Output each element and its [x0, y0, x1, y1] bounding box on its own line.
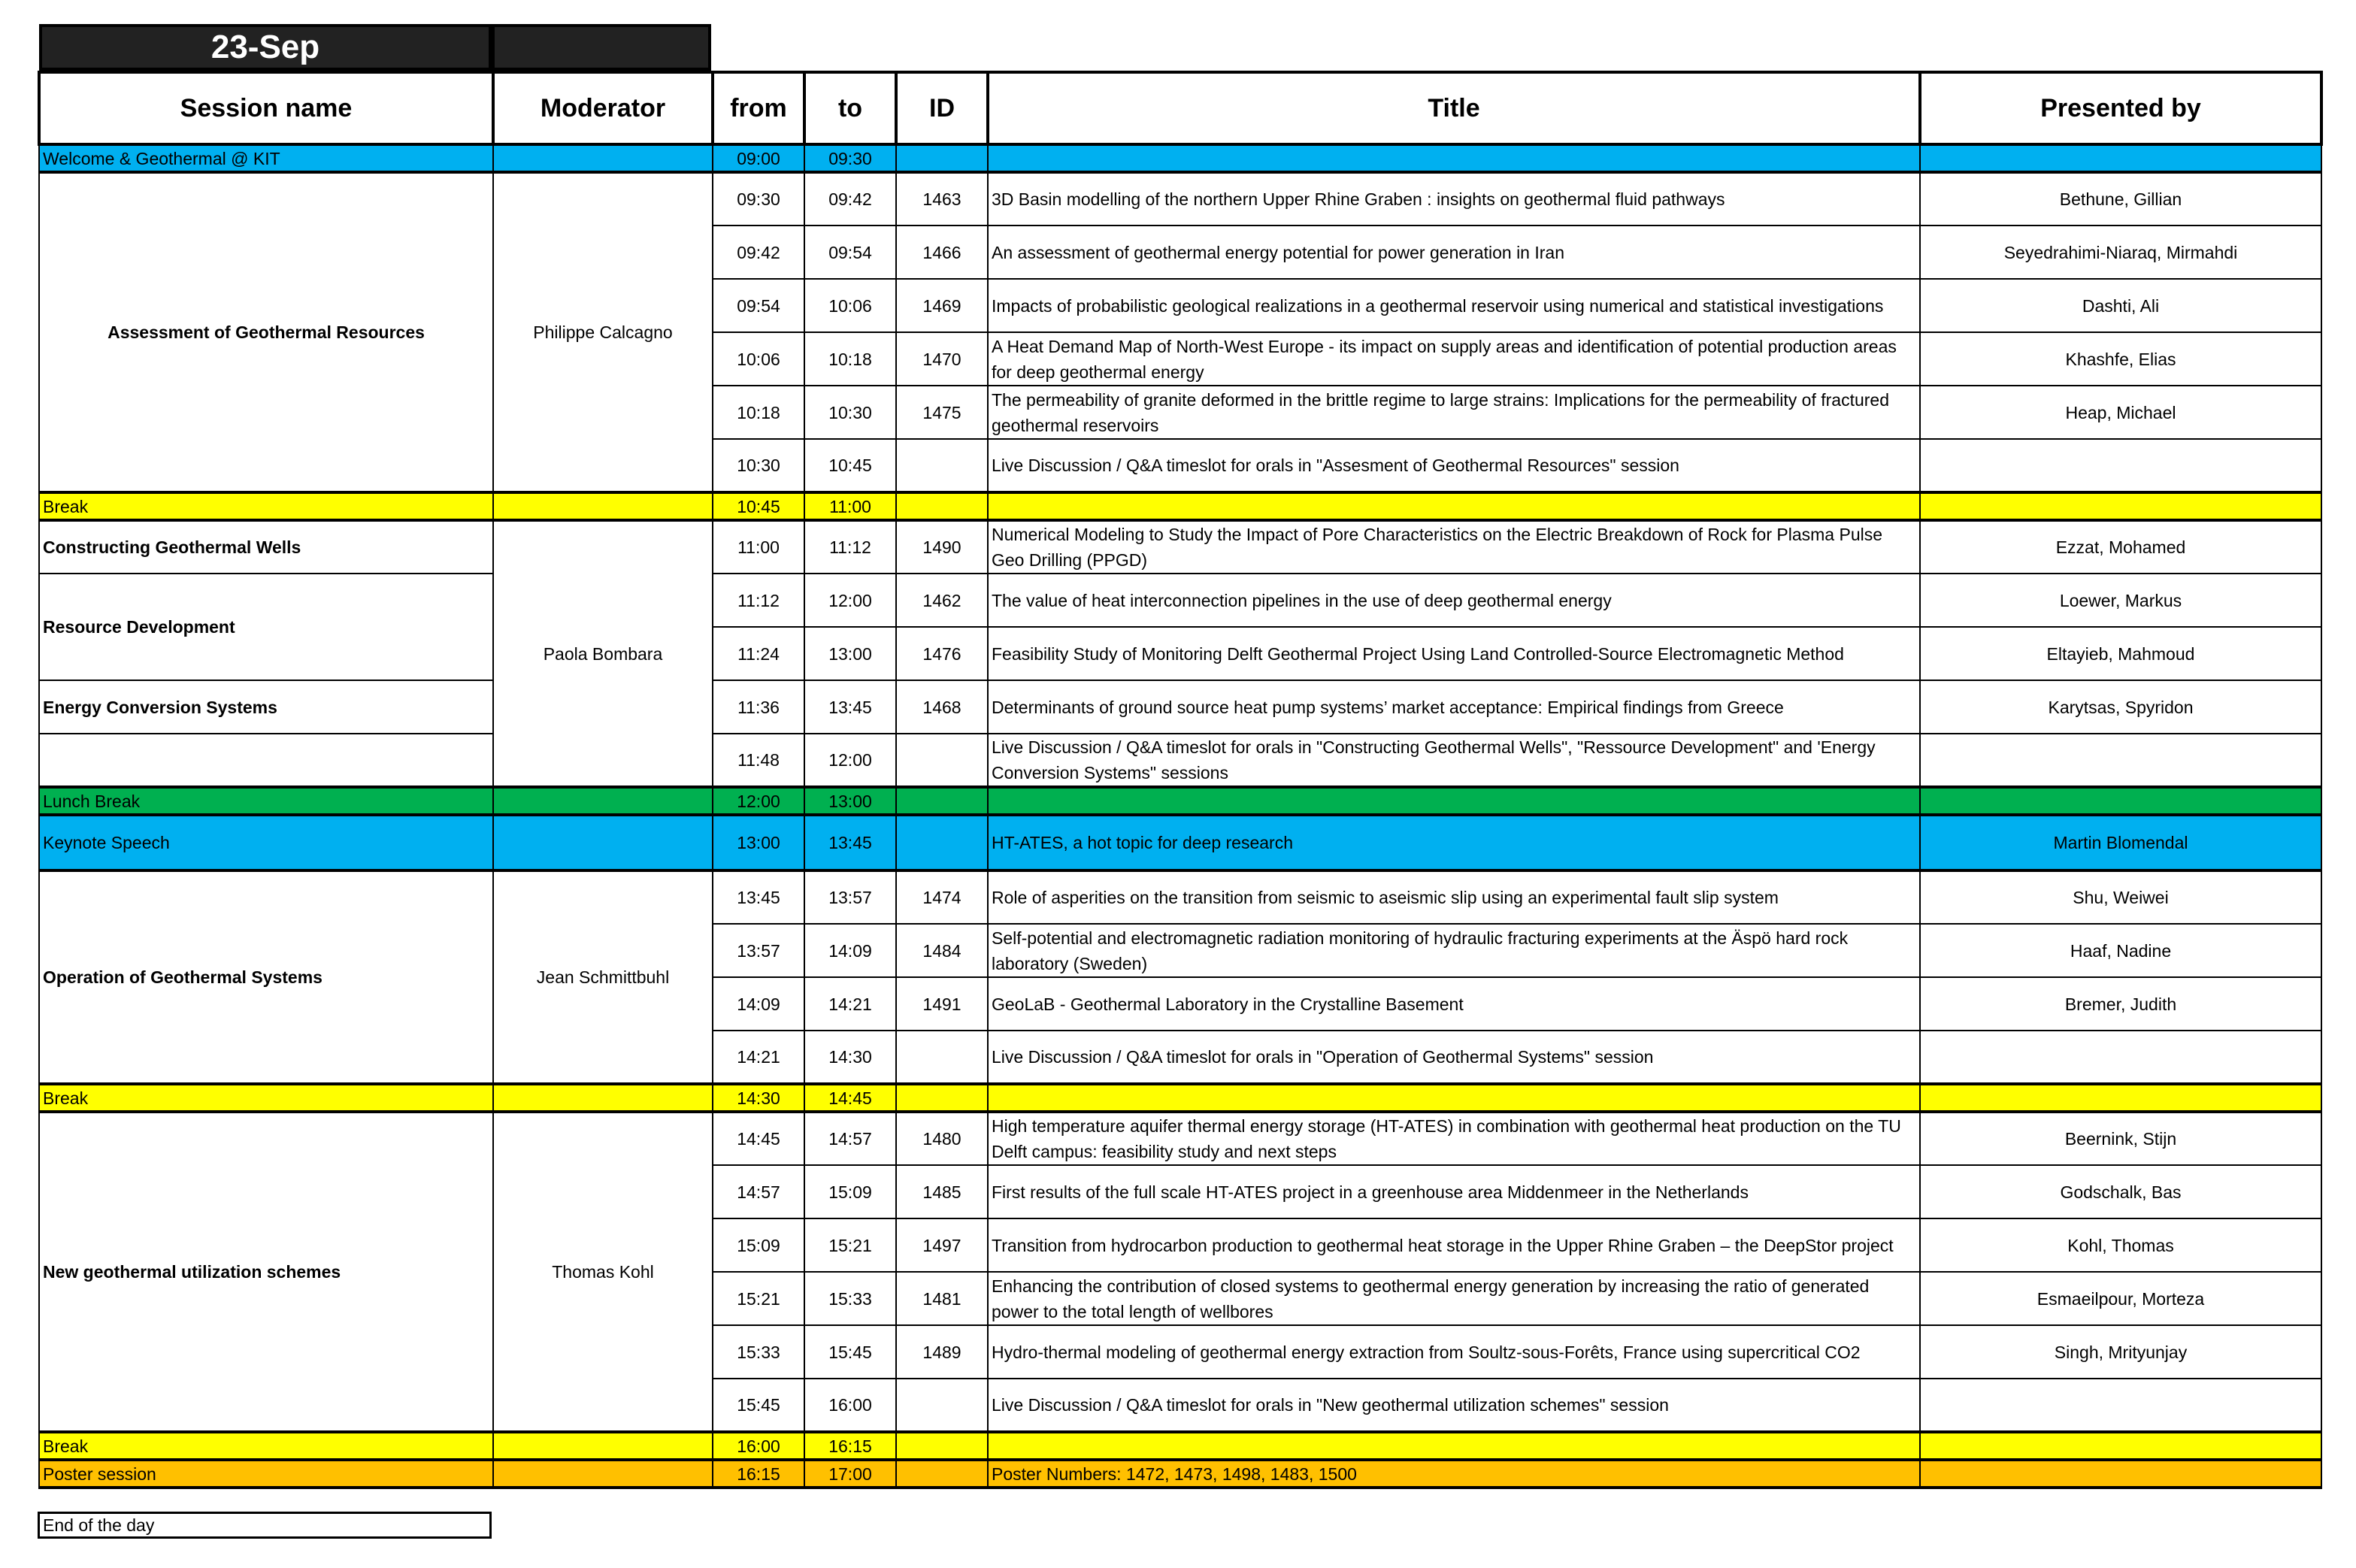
- presenter-cell: Bethune, Gillian: [1920, 172, 2321, 226]
- to-cell: 13:00: [804, 627, 896, 680]
- col-session-name: Session name: [39, 72, 493, 144]
- from-cell: 09:30: [713, 172, 804, 226]
- from-cell: 11:36: [713, 680, 804, 734]
- id-cell: 1466: [896, 226, 988, 279]
- title-cell: Live Discussion / Q&A timeslot for orals in "Constructing Geothermal Wells", "Ressource Development" and 'Energy Conversion Systems" sessions: [988, 734, 1920, 787]
- to-cell: 14:45: [804, 1084, 896, 1112]
- from-cell: 14:57: [713, 1165, 804, 1218]
- to-cell: 09:54: [804, 226, 896, 279]
- table-row: [39, 734, 2321, 787]
- from-cell: 13:00: [713, 815, 804, 870]
- to-cell: 10:06: [804, 279, 896, 332]
- title-cell: High temperature aquifer thermal energy storage (HT-ATES) in combination with geothermal heat production on the TU Delft campus: feasibility study and next steps: [988, 1112, 1920, 1165]
- from-cell: 12:00: [713, 787, 804, 815]
- presenter-cell: Loewer, Markus: [1920, 574, 2321, 627]
- from-cell: 11:48: [713, 734, 804, 787]
- id-cell: 1462: [896, 574, 988, 627]
- title-cell: Poster Numbers: 1472, 1473, 1498, 1483, 1500: [988, 1460, 1920, 1488]
- moderator-cell: [493, 492, 713, 520]
- presenter-cell: Karytsas, Spyridon: [1920, 680, 2321, 734]
- from-cell: 13:45: [713, 870, 804, 924]
- from-cell: 10:30: [713, 439, 804, 492]
- id-cell: 1476: [896, 627, 988, 680]
- presenter-cell: Godschalk, Bas: [1920, 1165, 2321, 1218]
- to-cell: 15:45: [804, 1325, 896, 1379]
- id-cell: 1480: [896, 1112, 988, 1165]
- date-header: 23-Sep: [39, 24, 492, 71]
- to-cell: 15:33: [804, 1272, 896, 1325]
- col-to: to: [804, 72, 896, 144]
- moderator-cell: Philippe Calcagno: [493, 172, 713, 492]
- to-cell: 11:00: [804, 492, 896, 520]
- presenter-cell: Ezzat, Mohamed: [1920, 520, 2321, 574]
- presenter-cell: [1920, 439, 2321, 492]
- title-cell: Numerical Modeling to Study the Impact of Pore Characteristics on the Electric Breakdown of Rock for Plasma Pulse Geo Drilling (PPGD): [988, 520, 1920, 574]
- presenter-cell: Haaf, Nadine: [1920, 924, 2321, 977]
- to-cell: 13:45: [804, 680, 896, 734]
- table-row: [39, 680, 2321, 734]
- to-cell: 12:00: [804, 574, 896, 627]
- to-cell: 14:57: [804, 1112, 896, 1165]
- table-row: [39, 144, 2321, 172]
- from-cell: 16:15: [713, 1460, 804, 1488]
- session-cell: Break: [39, 1432, 493, 1460]
- from-cell: 15:21: [713, 1272, 804, 1325]
- to-cell: 11:12: [804, 520, 896, 574]
- title-cell: Live Discussion / Q&A timeslot for orals in "New geothermal utilization schemes" session: [988, 1379, 1920, 1432]
- presenter-cell: Martin Blomendal: [1920, 815, 2321, 870]
- to-cell: 13:57: [804, 870, 896, 924]
- from-cell: 14:21: [713, 1031, 804, 1084]
- from-cell: 16:00: [713, 1432, 804, 1460]
- table-row: [39, 1460, 2321, 1488]
- title-cell: Self-potential and electromagnetic radiation monitoring of hydraulic fracturing experiments at the Äspö hard rock laboratory (Sweden): [988, 924, 1920, 977]
- presenter-cell: Dashti, Ali: [1920, 279, 2321, 332]
- presenter-cell: Khashfe, Elias: [1920, 332, 2321, 386]
- id-cell: [896, 1379, 988, 1432]
- schedule-table: [38, 71, 2323, 1489]
- from-cell: 09:54: [713, 279, 804, 332]
- to-cell: 15:09: [804, 1165, 896, 1218]
- presenter-cell: Seyedrahimi-Niaraq, Mirmahdi: [1920, 226, 2321, 279]
- id-cell: 1463: [896, 172, 988, 226]
- id-cell: [896, 1432, 988, 1460]
- presenter-cell: Singh, Mrityunjay: [1920, 1325, 2321, 1379]
- table-row: [39, 172, 2321, 226]
- title-cell: Impacts of probabilistic geological realizations in a geothermal reservoir using numerical and statistical investigations: [988, 279, 1920, 332]
- from-cell: 13:57: [713, 924, 804, 977]
- header-row: [39, 72, 2321, 144]
- to-cell: 13:00: [804, 787, 896, 815]
- to-cell: 14:09: [804, 924, 896, 977]
- to-cell: 09:30: [804, 144, 896, 172]
- title-cell: Transition from hydrocarbon production to geothermal heat storage in the Upper Rhine Graben – the DeepStor project: [988, 1218, 1920, 1272]
- presenter-cell: [1920, 1432, 2321, 1460]
- id-cell: 1474: [896, 870, 988, 924]
- title-cell: Role of asperities on the transition from seismic to aseismic slip using an experimental fault slip system: [988, 870, 1920, 924]
- table-row: [39, 815, 2321, 870]
- table-row: [39, 1432, 2321, 1460]
- to-cell: 10:18: [804, 332, 896, 386]
- from-cell: 10:06: [713, 332, 804, 386]
- moderator-cell: [493, 815, 713, 870]
- id-cell: [896, 492, 988, 520]
- presenter-cell: [1920, 1379, 2321, 1432]
- moderator-cell: Thomas Kohl: [493, 1112, 713, 1432]
- moderator-cell: Paola Bombara: [493, 520, 713, 787]
- from-cell: 09:00: [713, 144, 804, 172]
- to-cell: 12:00: [804, 734, 896, 787]
- id-cell: 1490: [896, 520, 988, 574]
- title-cell: First results of the full scale HT-ATES project in a greenhouse area Middenmeer in the Netherlands: [988, 1165, 1920, 1218]
- title-cell: The permeability of granite deformed in the brittle regime to large strains: Implications for the permeability of fractured geothermal reservoirs: [988, 386, 1920, 439]
- title-cell: Enhancing the contribution of closed systems to geothermal energy generation by increasing the ratio of generated power to the total length of wellbores: [988, 1272, 1920, 1325]
- id-cell: 1491: [896, 977, 988, 1031]
- id-cell: 1489: [896, 1325, 988, 1379]
- to-cell: 13:45: [804, 815, 896, 870]
- table-row: [39, 870, 2321, 924]
- title-cell: The value of heat interconnection pipelines in the use of deep geothermal energy: [988, 574, 1920, 627]
- id-cell: [896, 1031, 988, 1084]
- table-row: [39, 520, 2321, 574]
- end-of-day: End of the day: [38, 1512, 492, 1539]
- moderator-cell: [493, 1460, 713, 1488]
- from-cell: 14:09: [713, 977, 804, 1031]
- session-cell: Welcome & Geothermal @ KIT: [39, 144, 493, 172]
- table-row: [39, 492, 2321, 520]
- presenter-cell: [1920, 734, 2321, 787]
- from-cell: 10:45: [713, 492, 804, 520]
- table-row: [39, 574, 2321, 627]
- from-cell: 15:45: [713, 1379, 804, 1432]
- schedule-body: [39, 144, 2321, 1488]
- to-cell: 10:45: [804, 439, 896, 492]
- presenter-cell: [1920, 787, 2321, 815]
- id-cell: [896, 1084, 988, 1112]
- session-cell: Assessment of Geothermal Resources: [39, 172, 493, 492]
- session-cell: Operation of Geothermal Systems: [39, 870, 493, 1084]
- title-cell: A Heat Demand Map of North-West Europe - its impact on supply areas and identification of potential production areas for deep geothermal energy: [988, 332, 1920, 386]
- table-row: [39, 787, 2321, 815]
- session-cell: Resource Development: [39, 574, 493, 680]
- title-cell: [988, 787, 1920, 815]
- session-cell: Energy Conversion Systems: [39, 680, 493, 734]
- session-cell: Break: [39, 1084, 493, 1112]
- title-cell: Live Discussion / Q&A timeslot for orals in "Assesment of Geothermal Resources" session: [988, 439, 1920, 492]
- presenter-cell: Bremer, Judith: [1920, 977, 2321, 1031]
- title-cell: An assessment of geothermal energy potential for power generation in Iran: [988, 226, 1920, 279]
- from-cell: 11:12: [713, 574, 804, 627]
- title-cell: Determinants of ground source heat pump systems’ market acceptance: Empirical findings from Greece: [988, 680, 1920, 734]
- id-cell: 1475: [896, 386, 988, 439]
- table-row: [39, 1112, 2321, 1165]
- from-cell: 15:33: [713, 1325, 804, 1379]
- session-cell: Poster session: [39, 1460, 493, 1488]
- title-cell: [988, 1432, 1920, 1460]
- id-cell: [896, 815, 988, 870]
- to-cell: 17:00: [804, 1460, 896, 1488]
- col-from: from: [713, 72, 804, 144]
- to-cell: 14:21: [804, 977, 896, 1031]
- col-moderator: Moderator: [493, 72, 713, 144]
- session-cell: [39, 734, 493, 787]
- presenter-cell: Eltayieb, Mahmoud: [1920, 627, 2321, 680]
- col-title: Title: [988, 72, 1920, 144]
- from-cell: 11:00: [713, 520, 804, 574]
- session-cell: Lunch Break: [39, 787, 493, 815]
- session-cell: New geothermal utilization schemes: [39, 1112, 493, 1432]
- presenter-cell: [1920, 1084, 2321, 1112]
- id-cell: [896, 787, 988, 815]
- from-cell: 11:24: [713, 627, 804, 680]
- id-cell: [896, 439, 988, 492]
- moderator-cell: Jean Schmittbuhl: [493, 870, 713, 1084]
- table-row: [39, 1084, 2321, 1112]
- id-cell: 1484: [896, 924, 988, 977]
- title-cell: Feasibility Study of Monitoring Delft Geothermal Project Using Land Controlled-Source Electromagnetic Method: [988, 627, 1920, 680]
- presenter-cell: Esmaeilpour, Morteza: [1920, 1272, 2321, 1325]
- title-cell: Hydro-thermal modeling of geothermal energy extraction from Soultz-sous-Forêts, France using supercritical CO2: [988, 1325, 1920, 1379]
- id-cell: 1481: [896, 1272, 988, 1325]
- id-cell: 1469: [896, 279, 988, 332]
- presenter-cell: [1920, 1460, 2321, 1488]
- title-cell: GeoLaB - Geothermal Laboratory in the Crystalline Basement: [988, 977, 1920, 1031]
- title-cell: [988, 492, 1920, 520]
- moderator-cell: [493, 1432, 713, 1460]
- presenter-cell: [1920, 1031, 2321, 1084]
- col-presented-by: Presented by: [1920, 72, 2321, 144]
- id-cell: 1468: [896, 680, 988, 734]
- to-cell: 16:00: [804, 1379, 896, 1432]
- session-cell: Break: [39, 492, 493, 520]
- presenter-cell: [1920, 492, 2321, 520]
- from-cell: 10:18: [713, 386, 804, 439]
- from-cell: 09:42: [713, 226, 804, 279]
- to-cell: 16:15: [804, 1432, 896, 1460]
- from-cell: 14:30: [713, 1084, 804, 1112]
- id-cell: 1497: [896, 1218, 988, 1272]
- date-header-fill: [492, 24, 711, 71]
- id-cell: 1485: [896, 1165, 988, 1218]
- to-cell: 10:30: [804, 386, 896, 439]
- id-cell: 1470: [896, 332, 988, 386]
- from-cell: 15:09: [713, 1218, 804, 1272]
- id-cell: [896, 734, 988, 787]
- session-cell: Constructing Geothermal Wells: [39, 520, 493, 574]
- from-cell: 14:45: [713, 1112, 804, 1165]
- presenter-cell: Heap, Michael: [1920, 386, 2321, 439]
- presenter-cell: Beernink, Stijn: [1920, 1112, 2321, 1165]
- col-id: ID: [896, 72, 988, 144]
- to-cell: 09:42: [804, 172, 896, 226]
- presenter-cell: Shu, Weiwei: [1920, 870, 2321, 924]
- moderator-cell: [493, 787, 713, 815]
- moderator-cell: [493, 1084, 713, 1112]
- title-cell: Live Discussion / Q&A timeslot for orals in "Operation of Geothermal Systems" session: [988, 1031, 1920, 1084]
- id-cell: [896, 1460, 988, 1488]
- to-cell: 15:21: [804, 1218, 896, 1272]
- title-cell: HT-ATES, a hot topic for deep research: [988, 815, 1920, 870]
- presenter-cell: Kohl, Thomas: [1920, 1218, 2321, 1272]
- to-cell: 14:30: [804, 1031, 896, 1084]
- title-cell: [988, 1084, 1920, 1112]
- title-cell: 3D Basin modelling of the northern Upper Rhine Graben : insights on geothermal fluid pathways: [988, 172, 1920, 226]
- session-cell: Keynote Speech: [39, 815, 493, 870]
